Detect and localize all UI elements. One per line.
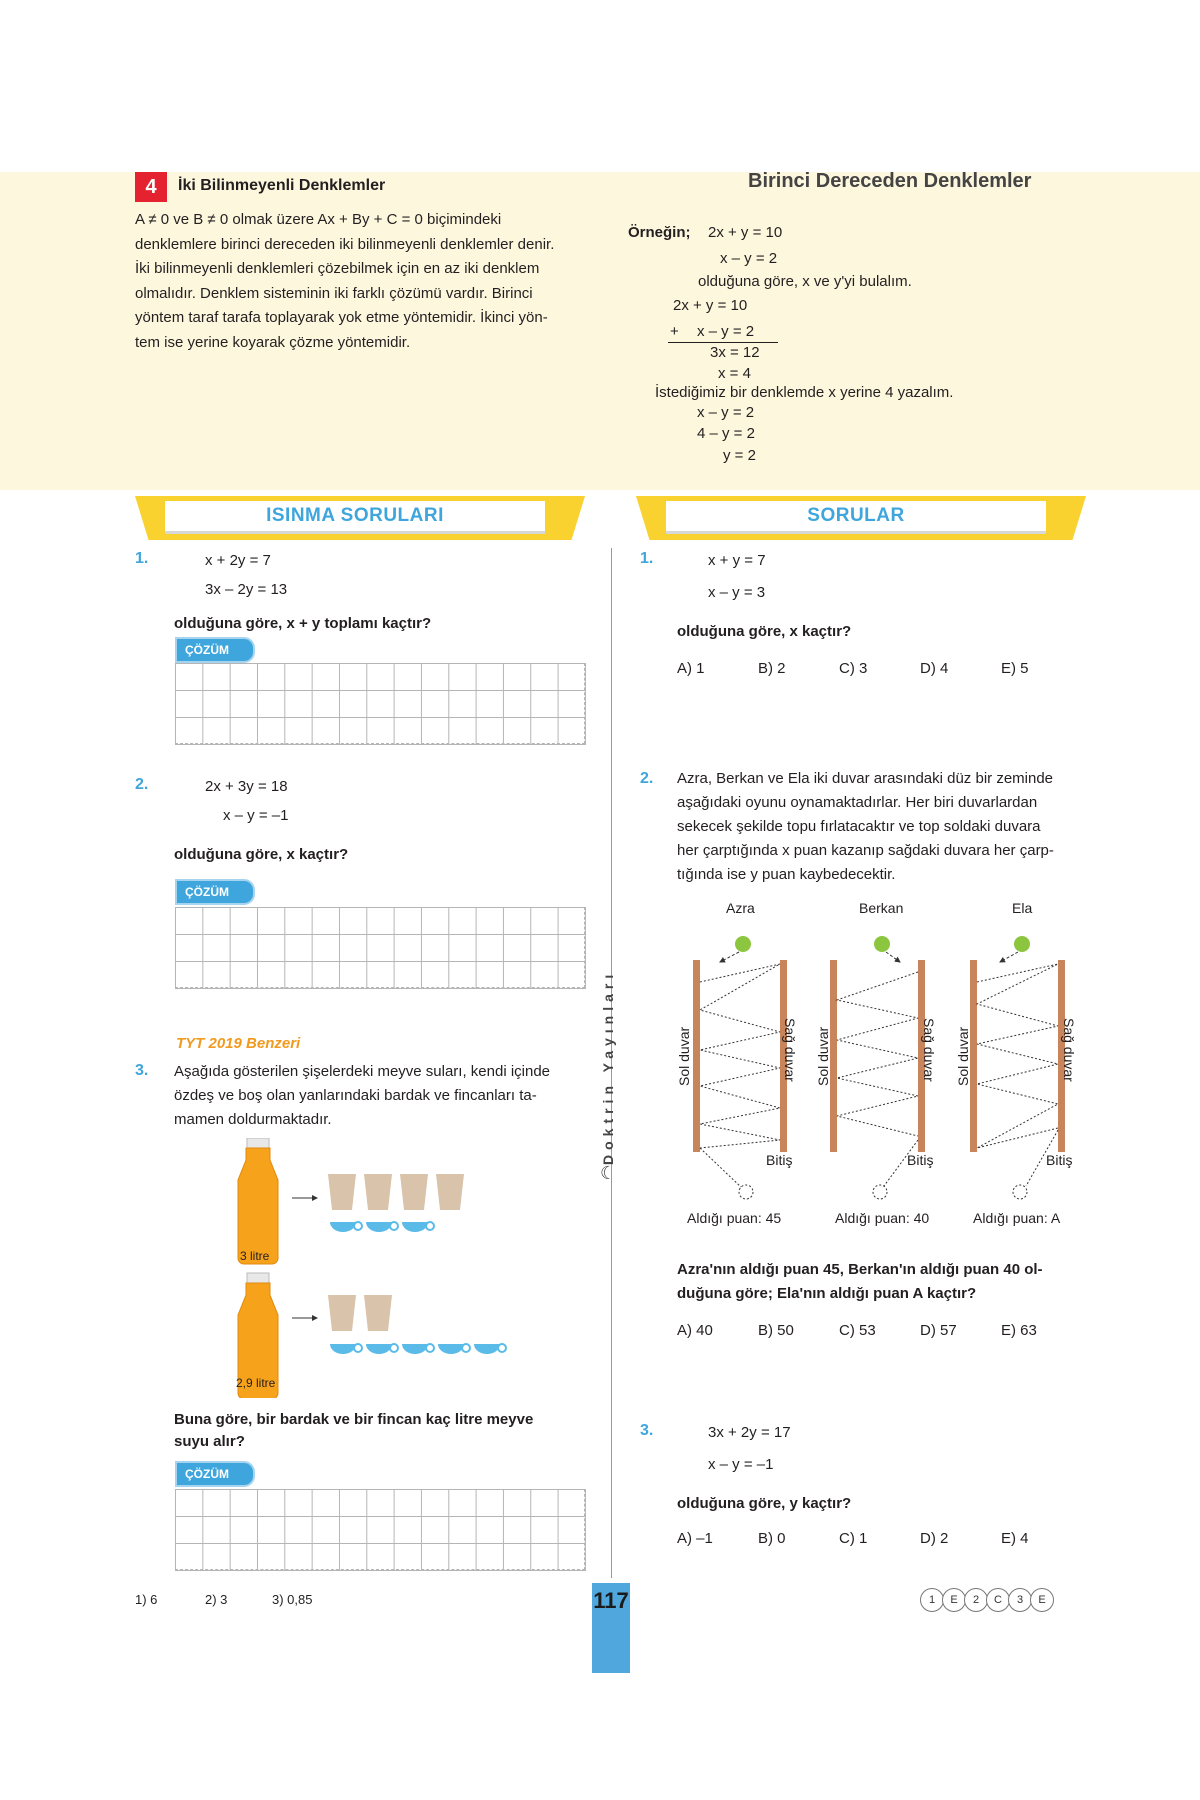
option-d[interactable]: D) 57 xyxy=(920,1322,957,1339)
example-step2: x – y = 2 xyxy=(697,323,755,340)
page-number: 117 xyxy=(593,1588,629,1613)
chain-item: 1 xyxy=(920,1588,944,1612)
arrow-icon xyxy=(292,1195,318,1201)
bottle1-label: 3 litre xyxy=(240,1249,270,1263)
finish-label: Bitiş xyxy=(766,1152,793,1168)
example-label: Örneğin; xyxy=(628,224,691,241)
warmup-q2-eq1: 2x + 3y = 18 xyxy=(205,778,288,795)
chapter-badge: 4 xyxy=(135,172,167,202)
option-a[interactable]: A) –1 xyxy=(677,1530,713,1547)
cup-icon xyxy=(328,1295,392,1331)
juice-bottle-icon xyxy=(238,1138,278,1264)
option-a[interactable]: A) 40 xyxy=(677,1322,713,1339)
example-eq1: 2x + y = 10 xyxy=(708,224,783,241)
option-c[interactable]: C) 53 xyxy=(839,1322,876,1339)
question2-question-line2: duğuna göre; Ela'nın aldığı puan A kaçtır? xyxy=(677,1285,977,1302)
question3-text: olduğuna göre, y kaçtır? xyxy=(677,1495,852,1512)
right-wall-label: Sağ duvar xyxy=(921,1018,937,1082)
example-prompt: olduğuna göre, x ve y'yi bulalım. xyxy=(698,273,912,290)
question3-eq1: 3x + 2y = 17 xyxy=(708,1424,791,1441)
right-wall-label: Sağ duvar xyxy=(1061,1018,1077,1082)
chain-item: 3 xyxy=(1008,1588,1032,1612)
example-note: İstediğimiz bir denklemde x yerine 4 yazalım. xyxy=(655,384,954,401)
question3-eq2: x – y = –1 xyxy=(708,1456,774,1473)
question3-options xyxy=(677,1530,1082,1547)
example-step5: x – y = 2 xyxy=(697,404,755,421)
warmup-q3-question-line2: suyu alır? xyxy=(174,1433,245,1450)
footer-answer-3: 3) 0,85 xyxy=(272,1592,313,1607)
player-azra: Azra xyxy=(726,900,755,916)
option-b[interactable]: B) 50 xyxy=(758,1322,794,1339)
example-step7: y = 2 xyxy=(723,447,756,464)
player-ball-icon xyxy=(1014,936,1030,952)
section-title: İki Bilinmeyenli Denklemler xyxy=(178,177,386,194)
warmup-q1-eq1: x + 2y = 7 xyxy=(205,552,271,569)
question2-number: 2. xyxy=(640,770,654,787)
option-c[interactable]: C) 1 xyxy=(839,1530,868,1547)
side-brand: Doktrin Yayınları xyxy=(600,969,616,1165)
example-step1: 2x + y = 10 xyxy=(673,297,748,314)
questions-banner: SORULAR xyxy=(636,496,1086,540)
option-a[interactable]: A) 1 xyxy=(677,660,705,677)
warmup-q1-eq2: 3x – 2y = 13 xyxy=(205,581,288,598)
warmup-q2-question: olduğuna göre, x kaçtır? xyxy=(174,846,349,863)
player-berkan: Berkan xyxy=(859,900,904,916)
player-ball-icon xyxy=(735,936,751,952)
warmup-q1-number: 1. xyxy=(135,550,149,567)
example-eq2: x – y = 2 xyxy=(720,250,778,267)
warmup-q3-tag: TYT 2019 Benzeri xyxy=(176,1035,301,1052)
warmup-q3-answer-grid[interactable] xyxy=(175,1489,586,1571)
warmup-q3-solution-button[interactable]: ÇÖZÜM xyxy=(175,1461,255,1487)
score-ela: Aldığı puan: A xyxy=(973,1210,1061,1226)
option-e[interactable]: E) 5 xyxy=(1001,660,1029,677)
intro-paragraph: A ≠ 0 ve B ≠ 0 olmak üzere Ax + By + C = 0 biçimindeki denklemlere birinci dereceden iki bilinmeyenli denklemler denir. İki bilinmeyenli denklemleri çözebilmek için en az iki denklem olmalıdır. Denklem sisteminin iki farklı çözümü vardır. Birinci yöntem taraf tarafa toplayarak yok etme yöntemidir. İkinci yön- tem ise yerine koyarak çözme yöntemidir. xyxy=(135,211,555,351)
score-azra: Aldığı puan: 45 xyxy=(687,1210,782,1226)
bottle2-label: 2,9 litre xyxy=(236,1376,276,1390)
example-plus: + xyxy=(670,323,679,340)
option-d[interactable]: D) 4 xyxy=(920,660,949,677)
brand-logo-icon: ☾ xyxy=(600,1163,617,1183)
right-wall-label: Sağ duvar xyxy=(782,1018,798,1082)
left-wall-label: Sol duvar xyxy=(676,1026,692,1086)
question1-number: 1. xyxy=(640,550,654,567)
question1-text: olduğuna göre, x kaçtır? xyxy=(677,623,852,640)
finish-label: Bitiş xyxy=(907,1152,934,1168)
warmup-q3-question-line1: Buna göre, bir bardak ve bir fincan kaç litre meyve xyxy=(174,1411,534,1428)
footer-answer-1: 1) 6 xyxy=(135,1592,158,1607)
question2-line3: sekecek şekilde topu fırlatacaktır ve top soldaki duvara xyxy=(677,818,1041,835)
option-d[interactable]: D) 2 xyxy=(920,1530,949,1547)
option-b[interactable]: B) 2 xyxy=(758,660,786,677)
example-step3: 3x = 12 xyxy=(710,344,760,361)
question1-options xyxy=(677,660,1082,677)
chain-item: E xyxy=(1030,1588,1054,1612)
question2-options xyxy=(677,1322,1082,1339)
warmup-q2-eq2: x – y = –1 xyxy=(223,807,289,824)
question3-number: 3. xyxy=(640,1422,654,1439)
warmup-q1-question: olduğuna göre, x + y toplamı kaçtır? xyxy=(174,615,432,632)
unit-title: Birinci Dereceden Denklemler xyxy=(748,170,1032,192)
warmup-banner: ISINMA SORULARI xyxy=(135,496,585,540)
warmup-q3-line2: özdeş ve boş olan yanlarındaki bardak ve fincanları ta- xyxy=(174,1087,537,1104)
left-wall-label: Sol duvar xyxy=(815,1026,831,1086)
option-b[interactable]: B) 0 xyxy=(758,1530,786,1547)
warmup-q1-answer-grid[interactable] xyxy=(175,663,586,745)
question1-eq2: x – y = 3 xyxy=(708,584,766,601)
chain-item: E xyxy=(942,1588,966,1612)
score-berkan: Aldığı puan: 40 xyxy=(835,1210,930,1226)
wall-bounce-diagram xyxy=(670,900,1090,1230)
juice-illustration xyxy=(230,1138,520,1398)
question2-line2: aşağıdaki oyunu oynamaktadırlar. Her biri duvarlardan xyxy=(677,794,1038,811)
warmup-q3-line3: mamen doldurmaktadır. xyxy=(174,1111,332,1128)
mug-icon xyxy=(330,1222,434,1232)
finish-label: Bitiş xyxy=(1046,1152,1073,1168)
question1-eq1: x + y = 7 xyxy=(708,552,766,569)
question2-line4: her çarptığında x puan kazanıp sağdaki duvara her çarp- xyxy=(677,842,1054,859)
option-e[interactable]: E) 4 xyxy=(1001,1530,1029,1547)
player-ball-icon xyxy=(874,936,890,952)
footer-answer-2: 2) 3 xyxy=(205,1592,228,1607)
cup-icon xyxy=(328,1174,464,1210)
mug-icon xyxy=(330,1344,506,1354)
chain-item: C xyxy=(986,1588,1010,1612)
warmup-q3-number: 3. xyxy=(135,1062,149,1079)
chain-item: 2 xyxy=(964,1588,988,1612)
question2-line1: Azra, Berkan ve Ela iki duvar arasındaki düz bir zeminde xyxy=(677,770,1054,787)
option-c[interactable]: C) 3 xyxy=(839,660,868,677)
warmup-q2-answer-grid[interactable] xyxy=(175,907,586,989)
player-ela: Ela xyxy=(1012,900,1033,916)
question2-line5: tığında ise y puan kaybedecektir. xyxy=(677,866,896,883)
question2-question-line1: Azra'nın aldığı puan 45, Berkan'ın aldığı puan 40 ol- xyxy=(677,1261,1043,1278)
warmup-q1-solution-button[interactable]: ÇÖZÜM xyxy=(175,637,255,663)
left-wall-label: Sol duvar xyxy=(955,1026,971,1086)
example-step6: 4 – y = 2 xyxy=(697,425,755,442)
warmup-q2-number: 2. xyxy=(135,776,149,793)
warmup-q3-line1: Aşağıda gösterilen şişelerdeki meyve suları, kendi içinde xyxy=(174,1063,551,1080)
warmup-q2-solution-button[interactable]: ÇÖZÜM xyxy=(175,879,255,905)
arrow-icon xyxy=(292,1315,318,1321)
answer-chain xyxy=(920,1588,1052,1612)
example-step4: x = 4 xyxy=(718,365,751,382)
option-e[interactable]: E) 63 xyxy=(1001,1322,1037,1339)
